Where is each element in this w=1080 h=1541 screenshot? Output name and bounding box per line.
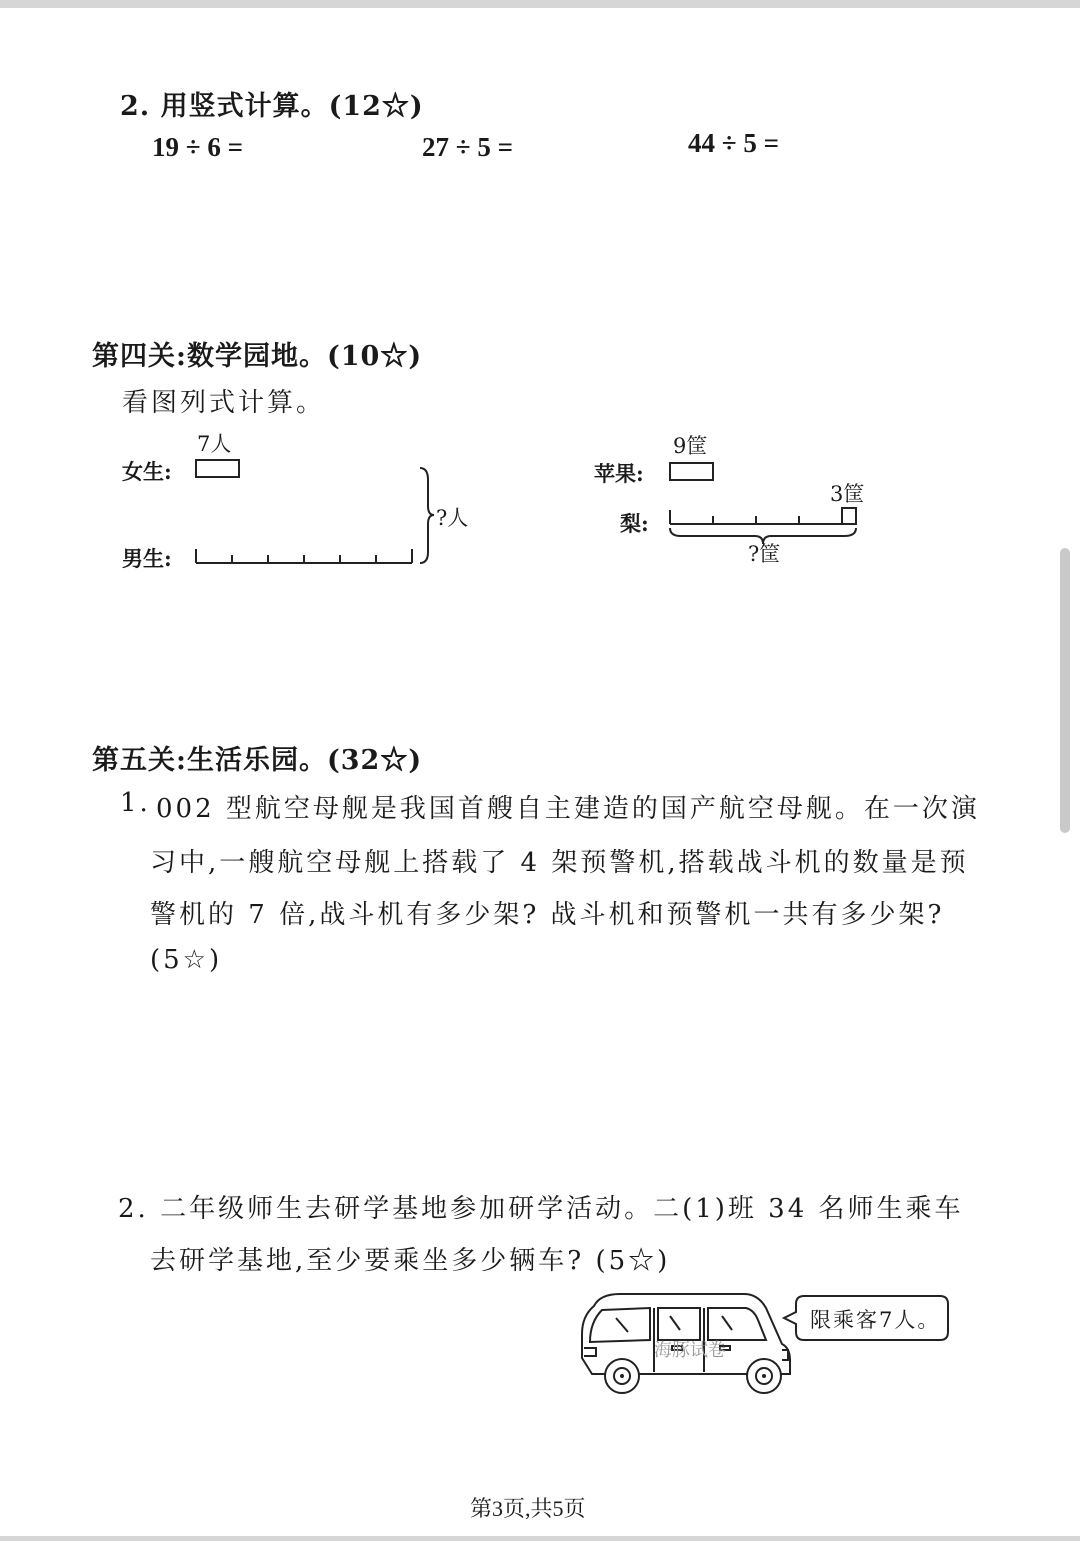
equation-2: 27 ÷ 5 = xyxy=(422,132,513,162)
girls-label: 女生: xyxy=(122,459,172,484)
bottom-bar xyxy=(0,1536,1080,1541)
q2-title: 2. 用竖式计算。(12☆) xyxy=(120,91,424,122)
total-brace xyxy=(418,466,438,566)
problem1-line4: (5☆) xyxy=(150,945,223,975)
apple-count-label: 9筐 xyxy=(673,434,708,458)
section5-title: 第五关:生活乐园。(32☆) xyxy=(92,745,423,776)
boys-label: 男生: xyxy=(122,546,172,571)
problem1-line2: 习中,一艘航空母舰上搭载了 4 架预警机,搭载战斗机的数量是预 xyxy=(150,848,969,878)
boys-bar xyxy=(195,545,415,567)
problem1-number: 1. xyxy=(120,788,151,818)
apple-label: 苹果: xyxy=(594,461,644,486)
girls-count-label: 7人 xyxy=(197,432,232,456)
top-bar xyxy=(0,0,1080,8)
girls-bar xyxy=(195,458,245,480)
scrollbar-thumb[interactable] xyxy=(1060,548,1070,833)
total-baskets-label: ?筐 xyxy=(748,542,781,566)
pear-label: 梨: xyxy=(620,511,649,536)
equation-1: 19 ÷ 6 = xyxy=(152,132,243,162)
section4-instruction: 看图列式计算。 xyxy=(122,388,326,418)
section4-title: 第四关:数学园地。(10☆) xyxy=(92,341,423,372)
problem2-line1: 2. 二年级师生去研学基地参加研学活动。二(1)班 34 名师生乘车 xyxy=(118,1194,964,1224)
equation-3: 44 ÷ 5 = xyxy=(688,128,779,158)
page-footer: 第3页,共5页 xyxy=(470,1496,586,1521)
bubble-text: 限乘客7人。 xyxy=(810,1308,941,1332)
pear-extra-label: 3筐 xyxy=(830,482,865,506)
problem2-line2: 去研学基地,至少要乘坐多少辆车? (5☆) xyxy=(150,1246,671,1276)
watermark: 海豚试卷 xyxy=(654,1340,726,1361)
problem1-line3: 警机的 7 倍,战斗机有多少架? 战斗机和预警机一共有多少架? xyxy=(150,900,945,930)
pear-extra-box xyxy=(842,508,856,524)
total-people-label: ?人 xyxy=(436,506,469,530)
problem1-line1: 002 型航空母舰是我国首艘自主建造的国产航空母舰。在一次演 xyxy=(156,794,980,824)
apple-bar xyxy=(669,461,719,483)
